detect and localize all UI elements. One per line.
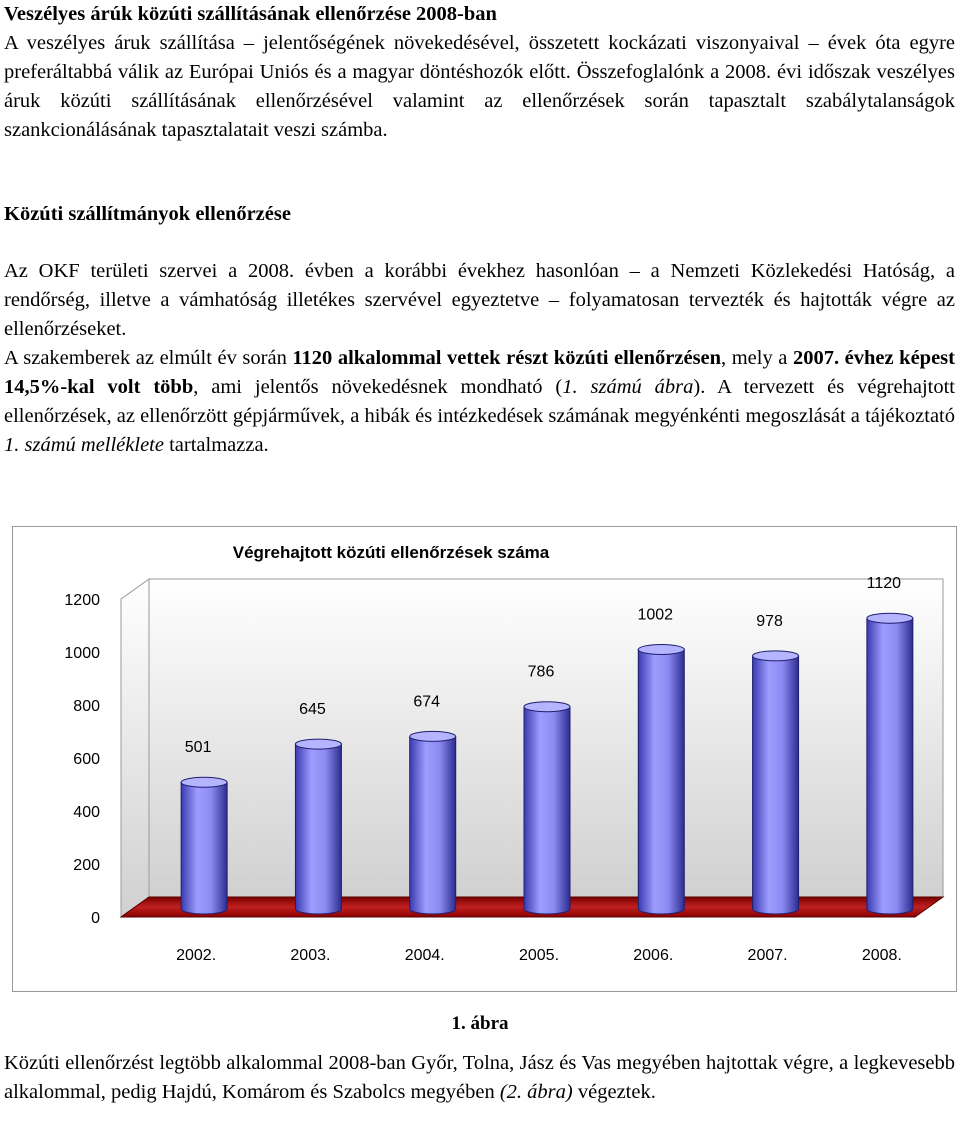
bar-top xyxy=(524,702,570,712)
appendix-reference: 1. számú melléklete xyxy=(4,434,164,456)
data-label: 501 xyxy=(184,739,212,757)
document-title: Veszélyes árúk közúti szállításának ellenőrzése 2008-ban xyxy=(4,3,497,25)
bar-body xyxy=(295,744,341,914)
paragraph-3: Közúti ellenőrzést legtöbb alkalommal 2008-ban Győr, Tolna, Jász és Vas megyében hajtottak végre, a legkevesebb alkalommal, pedig Hajdú, Komárom és Szabolcs megyében (2. ábra) végeztek. xyxy=(4,1052,955,1103)
chart-bar xyxy=(524,702,570,914)
y-tick-label: 200 xyxy=(73,857,100,874)
chart-bar xyxy=(295,739,341,914)
bar-body xyxy=(753,656,799,914)
y-tick-label: 1000 xyxy=(64,645,100,662)
bar-top xyxy=(295,739,341,749)
figure-2-reference: (2. ábra) xyxy=(499,1081,573,1103)
x-tick-label: 2007. xyxy=(747,947,788,964)
bar-body xyxy=(867,618,913,914)
data-label: 645 xyxy=(299,701,326,719)
x-tick-label: 2003. xyxy=(290,947,331,964)
y-tick-label: 400 xyxy=(73,804,100,821)
y-tick-label: 600 xyxy=(73,751,100,768)
section-heading: Közúti szállítmányok ellenőrzése xyxy=(4,203,291,225)
data-label: 1002 xyxy=(637,606,674,624)
bar-body xyxy=(181,782,227,914)
data-label: 786 xyxy=(527,663,555,681)
data-label: 978 xyxy=(756,612,783,630)
bar-top xyxy=(410,731,456,741)
chart-bar xyxy=(753,651,799,914)
x-tick-label: 2005. xyxy=(518,947,560,964)
chart-canvas xyxy=(13,527,956,991)
x-tick-label: 2004. xyxy=(404,947,445,964)
intro-paragraph: A veszélyes áruk szállítása – jelentőségének növekedésével, összetett kockázati viszonyaival – évek óta egyre preferáltabbá válik az Európai Uniós és a magyar döntéshozók előtt. Összefoglalónk a 2008. évi időszak veszélyes áruk közúti szállításának ellenőrzésével valamint az ellenőrzések során tapasztalt szabálytalanságok szankcionálásának tapasztalatait veszi számba. xyxy=(4,32,955,141)
bar-top xyxy=(638,644,684,654)
y-tick-label: 0 xyxy=(91,910,100,927)
bar-top xyxy=(867,613,913,623)
paragraph-2: A szakemberek az elmúlt év során 1120 alkalommal vettek részt közúti ellenőrzésen, mely a 2007. évhez képest 14,5%-kal volt több, ami jelentős növekedésnek mondható (1. számú ábra). A tervezett és végrehajtott ellenőrzések, az ellenőrzött gépjárművek, a hibák és intézkedések számának megyénkénti megoszlását a tájékoztató 1. számú melléklete tartalmazza. xyxy=(4,347,955,456)
chart-bar xyxy=(181,777,227,914)
y-tick-label: 800 xyxy=(73,698,100,715)
emphasis-growth: 2007. évhez képest 14,5%-kal volt több xyxy=(4,347,955,398)
x-tick-label: 2002. xyxy=(176,947,217,964)
emphasis-inspections: 1120 alkalommal vettek részt közúti ellenőrzésen xyxy=(292,347,722,369)
bar-body xyxy=(638,649,684,914)
paragraph-1: Az OKF területi szervei a 2008. évben a korábbi évekhez hasonlóan – a Nemzeti Közlekedési Hatóság, a rendőrség, illetve a vámhatóság illetékes szervével egyeztetve – folyamatosan tervezték és hajtották végre az ellenőrzéseket. xyxy=(4,260,955,340)
chart-title: Végrehajtott közúti ellenőrzések száma xyxy=(232,543,550,562)
bar-body xyxy=(410,736,456,914)
bar-top xyxy=(181,777,227,787)
figure-reference: 1. számú ábra xyxy=(562,376,694,398)
data-label: 1120 xyxy=(866,575,902,593)
bar-chart xyxy=(12,526,957,992)
chart-bar xyxy=(867,613,913,914)
chart-bar xyxy=(638,644,684,914)
bar-body xyxy=(524,707,570,914)
chart-bar xyxy=(410,731,456,914)
x-tick-label: 2006. xyxy=(633,947,674,964)
y-tick-label: 1200 xyxy=(64,592,100,609)
chart-side-wall xyxy=(121,579,149,917)
data-label: 674 xyxy=(413,693,441,711)
figure-caption: 1. ábra xyxy=(451,1013,509,1034)
x-tick-label: 2008. xyxy=(861,947,902,964)
bar-top xyxy=(753,651,799,661)
